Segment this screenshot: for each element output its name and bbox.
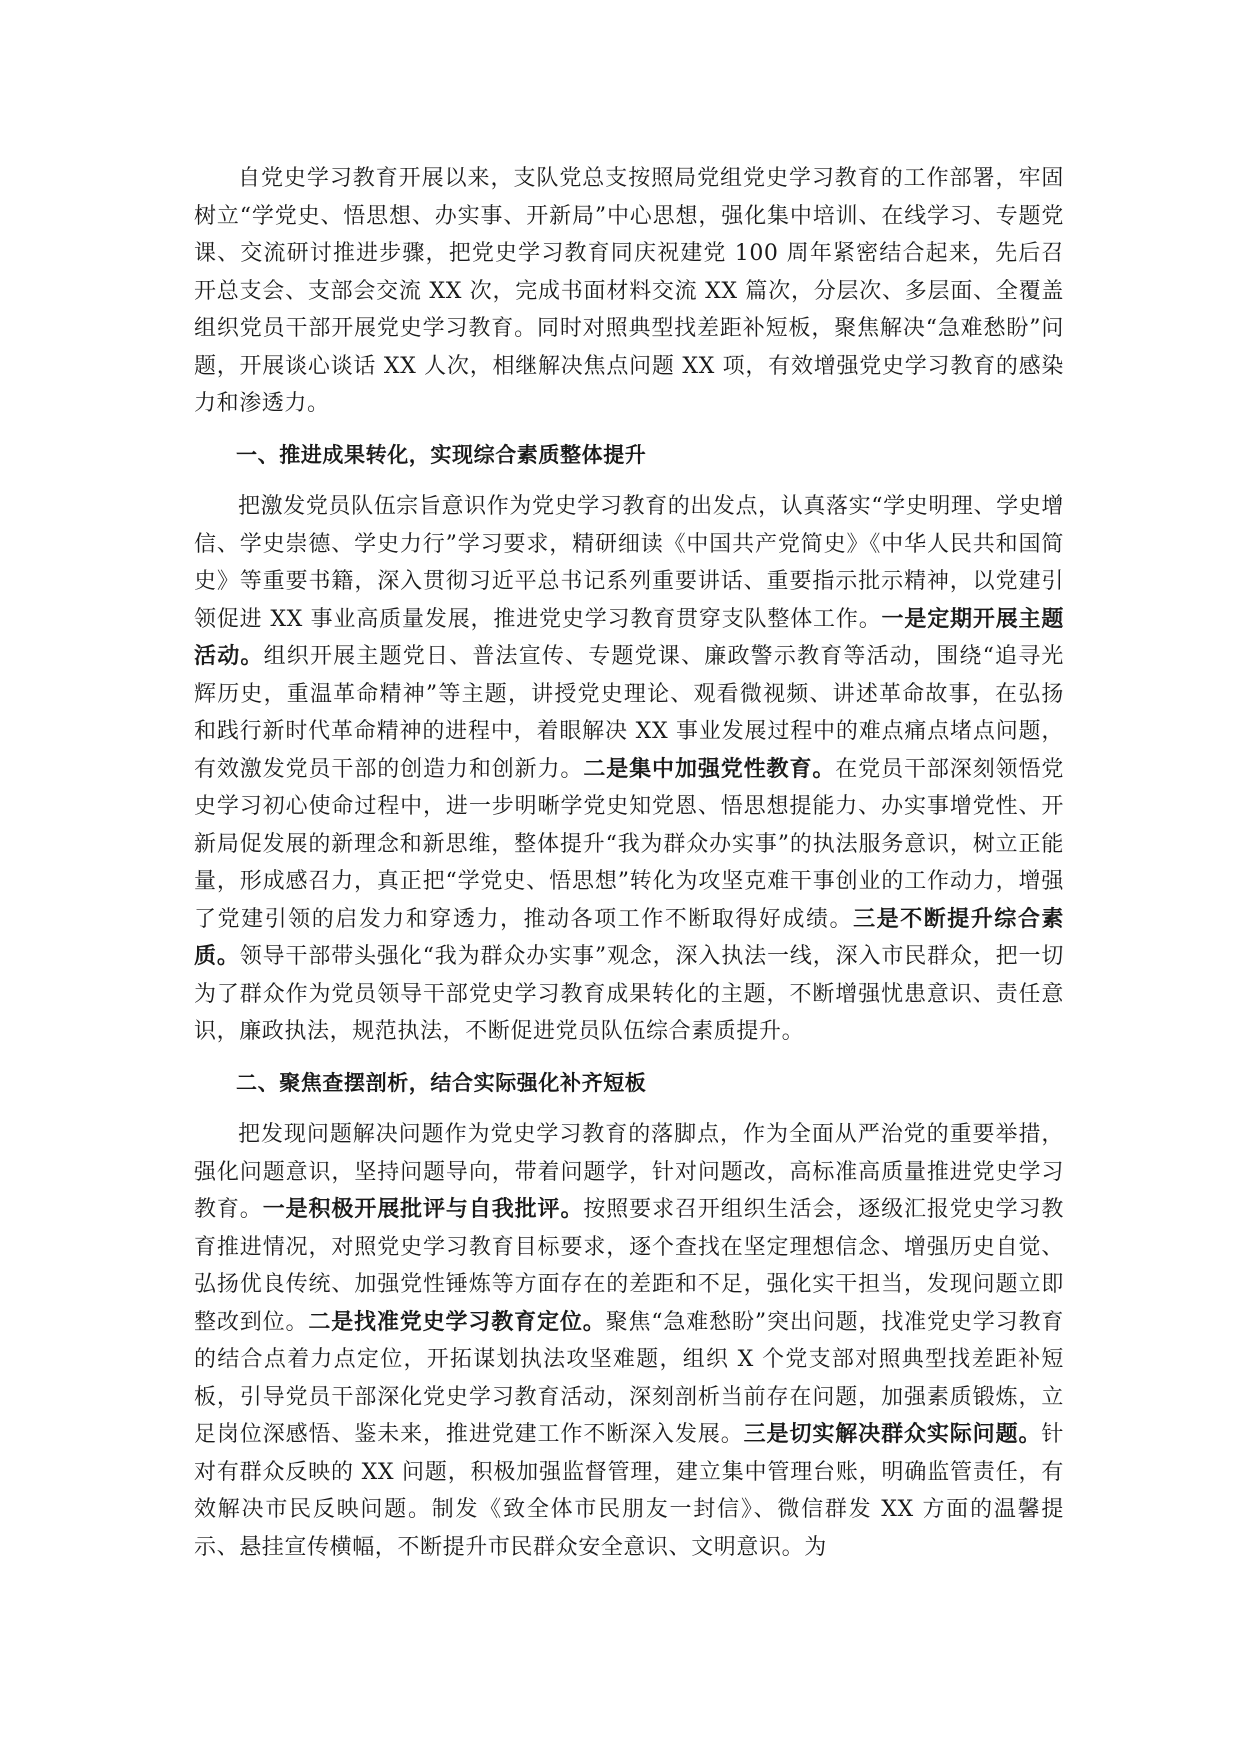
document-body <box>194 160 1064 1566</box>
intro-paragraph: 自党史学习教育开展以来，支队党总支按照局党组党史学习教育的工作部署，牢固树立“学党史、悟思想、办实事、开新局”中心思想，强化集中培训、在线学习、专题党课、交流研讨推进步骤，把党史学习教育同庆祝建党 100 周年紧密结合起来，先后召开总支会、支部会交流 XX 次，完成书面材料交流 XX 篇次，分层次、多层面、全覆盖组织党员干部开展党史学习教育。同时对照典型找差距补短板，聚焦解决“急难愁盼”问题，开展谈心谈话 XX 人次，相继解决焦点问题 XX 项，有效增强党史学习教育的感染力和渗透力。 <box>194 166 1064 416</box>
section-2-text-4: 针对有群众反映的 XX 问题，积极加强监督管理，建立集中管理台账，明确监管责任，有效解决市民反映问题。制发《致全体市民朋友一封信》、微信群发 XX 方面的温馨提示、悬挂宣传横幅，不断提升市民群众安全意识、文明意识。为 <box>194 1422 1064 1560</box>
section-2-bold-point-2: 二是找准党史学习教育定位。 <box>308 1309 606 1335</box>
section-2-bold-point-1: 一是积极开展批评与自我批评。 <box>262 1197 584 1222</box>
section-1-text-4: 领导干部带头强化“我为群众办实事”观念，深入执法一线，深入市民群众，把一切为了群众作为党员领导干部党史学习教育成果转化的主题，不断增强忧患意识、责任意识，廉政执法，规范执法，不断促进党员队伍综合素质提升。 <box>194 944 1064 1044</box>
section-1-bold-point-3: 三是不断提升综合素质。 <box>194 906 1064 969</box>
section-1-bold-point-2: 二是集中加强党性教育。 <box>583 756 836 782</box>
section-2-text-3: 聚焦“急难愁盼”突出问题，找准党史学习教育的结合点着力点定位，开拓谋划执法攻坚难题，组织 X 个党支部对照典型找差距补短板，引导党员干部深化党史学习教育活动，深刻剖析当前存在问题，加强素质锻炼，立足岗位深感悟、鉴未来，推进党建工作不断深入发展。 <box>194 1309 1064 1447</box>
section-2-text-1: 把发现问题解决问题作为党史学习教育的落脚点，作为全面从严治党的重要举措，强化问题意识，坚持问题导向，带着问题学，针对问题改，高标准高质量推进党史学习教育。 <box>194 1122 1064 1222</box>
section-1-text-2: 组织开展主题党日、普法宣传、专题党课、廉政警示教育等活动，围绕“追寻光辉历史，重温革命精神”等主题，讲授党史理论、观看微视频、讲述革命故事，在弘扬和践行新时代革命精神的进程中，着眼解决 XX 事业发展过程中的难点痛点堵点问题，有效激发党员干部的创造力和创新力。 <box>194 644 1065 782</box>
section-2-text-2: 按照要求召开组织生活会，逐级汇报党史学习教育推进情况，对照党史学习教育目标要求，逐个查找在坚定理想信念、增强历史自觉、弘扬优良传统、加强党性锤炼等方面存在的差距和不足，强化实干担当，发现问题立即整改到位。 <box>194 1197 1064 1335</box>
section-1-bold-point-1: 一是定期开展主题活动。 <box>194 606 1064 669</box>
section-2-paragraph <box>194 1116 1064 1566</box>
section-1-text-1: 把激发党员队伍宗旨意识作为党史学习教育的出发点，认真落实“学史明理、学史增信、学史崇德、学史力行”学习要求，精研细读《中国共产党简史》《中华人民共和国简史》等重要书籍，深入贯彻习近平总书记系列重要讲话、重要指示批示精神，以党建引领促进 XX 事业高质量发展，推进党史学习教育贯穿支队整体工作。 <box>194 494 1064 632</box>
section-1-paragraph <box>194 488 1064 1051</box>
section-1-text-3: 在党员干部深刻领悟党史学习初心使命过程中，进一步明晰学党史知党恩、悟思想提能力、办实事增党性、开新局促发展的新理念和新思维，整体提升“我为群众办实事”的执法服务意识，树立正能量，形成感召力，真正把“学党史、悟思想”转化为攻坚克难干事创业的工作动力，增强了党建引领的启发力和穿透力，推动各项工作不断取得好成绩。 <box>194 756 1064 932</box>
section-2-bold-point-3: 三是切实解决群众实际问题。 <box>743 1422 1042 1447</box>
section-1-heading: 一、推进成果转化，实现综合素质整体提升 <box>236 442 647 467</box>
section-2-heading: 二、聚焦查摆剖析，结合实际强化补齐短板 <box>236 1070 647 1095</box>
